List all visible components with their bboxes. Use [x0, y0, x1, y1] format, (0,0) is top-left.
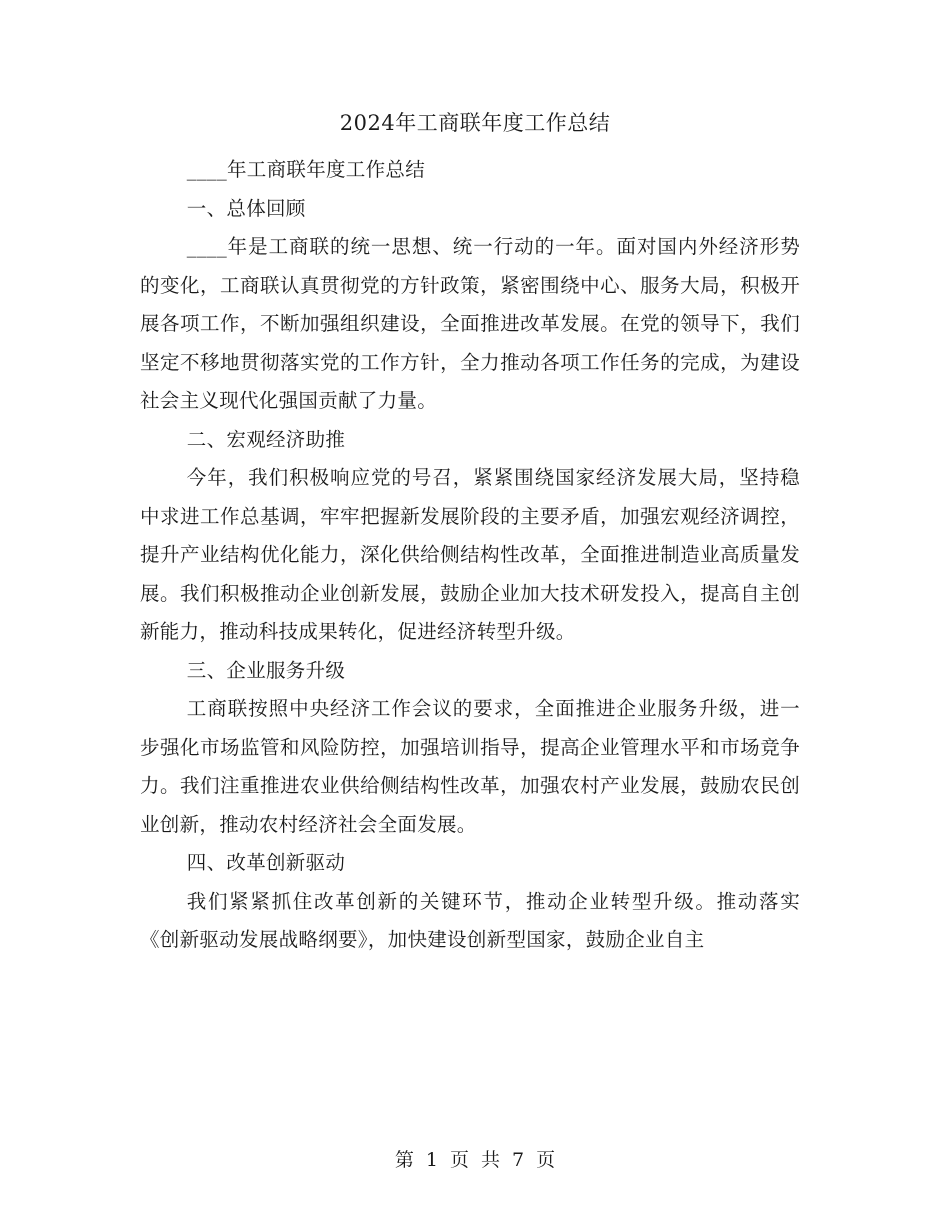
paragraph-overview: ____年是工商联的统一思想、统一行动的一年。面对国内外经济形势的变化，工商联认真贯彻党的方针政策，紧密围绕中心、服务大局，积极开展各项工作，不断加强组织建设，全面推进改革发展。在党的领导下，我们坚定不移地贯彻落实党的工作方针，全力推动各项工作任务的完成，为建设社会主义现代化强国贡献了力量。 [140, 235, 800, 412]
paragraph-macroeconomy: 今年，我们积极响应党的号召，紧紧围绕国家经济发展大局，坚持稳中求进工作总基调，牢牢把握新发展阶段的主要矛盾，加强宏观经济调控，提升产业结构优化能力，深化供给侧结构性改革，全面推进制造业高质量发展。我们积极推动企业创新发展，鼓励企业加大技术研发投入，提高自主创新能力，推动科技成果转化，促进经济转型升级。 [140, 466, 800, 643]
section-heading-overview: 一、总体回顾 [186, 196, 306, 220]
section-heading-enterprise-service: 三、企业服务升级 [186, 658, 346, 682]
page-footer: 第 1 页 共 7 页 [394, 1149, 556, 1171]
section-heading-macroeconomy: 二、宏观经济助推 [186, 427, 346, 451]
document-body [140, 151, 800, 960]
section-heading-reform-innovation: 四、改革创新驱动 [186, 851, 346, 874]
paragraph-reform-innovation: 我们紧紧抓住改革创新的关键环节，推动企业转型升级。推动落实《创新驱动发展战略纲要》，加快建设创新型国家，鼓励企业自主 [140, 889, 800, 951]
paragraph-enterprise-service: 工商联按照中央经济工作会议的要求，全面推进企业服务升级，进一步强化市场监管和风险防控，加强培训指导，提高企业管理水平和市场竞争力。我们注重推进农业供给侧结构性改革，加强农村产业发展，鼓励农民创业创新，推动农村经济社会全面发展。 [140, 697, 800, 836]
subtitle-paragraph: ____年工商联年度工作总结 [186, 158, 425, 181]
document-title: 2024年工商联年度工作总结 [339, 111, 611, 135]
